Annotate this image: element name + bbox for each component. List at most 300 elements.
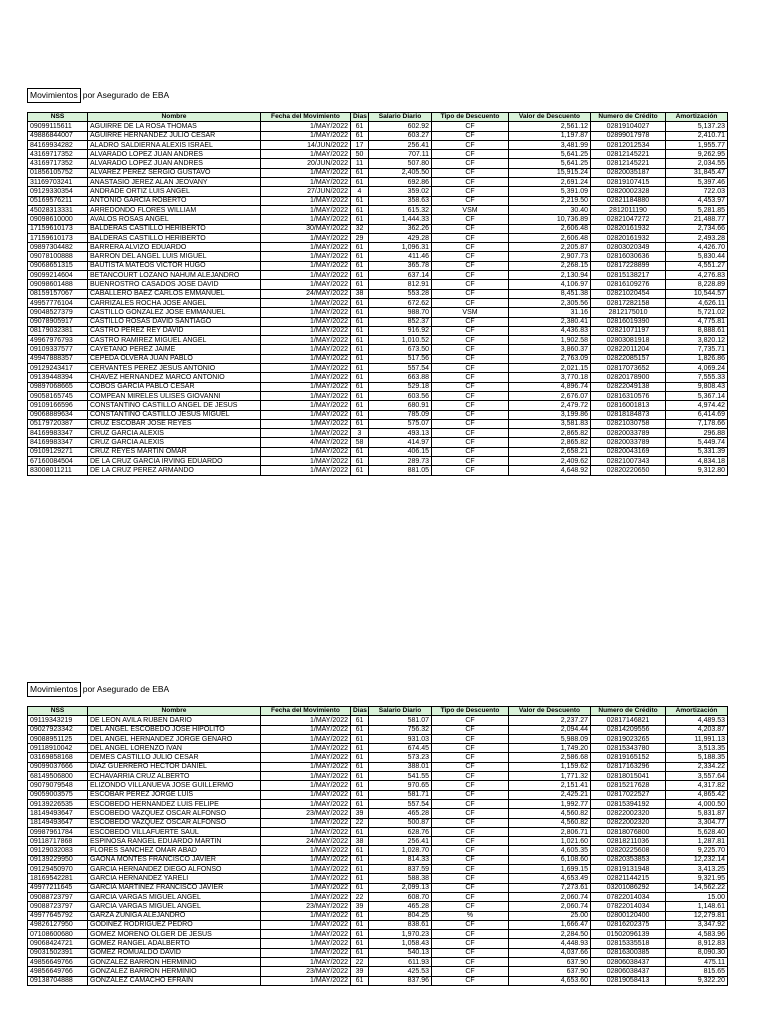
dias-cell: 61	[351, 252, 369, 261]
valor-cell: 6,108.60	[509, 855, 591, 864]
fecha-cell: 23/MAY/2022	[261, 809, 351, 818]
tipo-cell: CF	[432, 846, 509, 855]
nombre-cell: ESCOBEDO VAZQUEZ OSCAR ALFONSO	[88, 809, 261, 818]
nss-cell: 49856649766	[28, 958, 88, 967]
nss-cell: 09088951125	[28, 734, 88, 743]
amortizacion-cell: 722.03	[666, 187, 728, 196]
nss-cell: 67160084504	[28, 456, 88, 465]
salario-cell: 540.13	[369, 948, 432, 957]
amortizacion-cell: 7,178.66	[666, 419, 728, 428]
tipo-cell: VSM	[432, 205, 509, 214]
amortizacion-cell: 4,069.24	[666, 364, 728, 373]
valor-cell: 4,037.66	[509, 948, 591, 957]
amortizacion-cell: 12,232.14	[666, 855, 728, 864]
valor-cell: 4,106.97	[509, 280, 591, 289]
nss-cell: 09027923342	[28, 725, 88, 734]
dias-cell: 61	[351, 855, 369, 864]
salario-cell: 406.15	[369, 447, 432, 456]
table-row	[28, 753, 728, 762]
fecha-cell: 1/MAY/2022	[261, 364, 351, 373]
nss-cell: 09048527379	[28, 308, 88, 317]
amortizacion-cell: 4,317.82	[666, 781, 728, 790]
salario-cell: 557.54	[369, 364, 432, 373]
tipo-cell: CF	[432, 122, 509, 131]
table-row	[28, 205, 728, 214]
nss-cell: 49977645792	[28, 911, 88, 920]
fecha-cell: 1/MAY/2022	[261, 271, 351, 280]
dias-cell: 22	[351, 892, 369, 901]
fecha-cell: 1/MAY/2022	[261, 168, 351, 177]
valor-cell: 1,992.77	[509, 799, 591, 808]
table-row	[28, 809, 728, 818]
amortizacion-cell: 3,513.35	[666, 744, 728, 753]
fecha-cell: 1/MAY/2022	[261, 308, 351, 317]
nombre-cell: ESPINOSA RANGEL EDUARDO MARTIN	[88, 837, 261, 846]
salario-cell: 365.78	[369, 261, 432, 270]
nss-cell: 07108600680	[28, 930, 88, 939]
fecha-cell: 1/MAY/2022	[261, 762, 351, 771]
dias-cell: 17	[351, 140, 369, 149]
salario-cell: 881.05	[369, 466, 432, 475]
table-row	[28, 298, 728, 307]
salario-cell: 931.03	[369, 734, 432, 743]
salario-cell: 988.70	[369, 308, 432, 317]
valor-cell: 4,648.92	[509, 466, 591, 475]
fecha-cell: 20/JUN/2022	[261, 159, 351, 168]
tipo-cell: CF	[432, 150, 509, 159]
nombre-cell: FLORES SANCHEZ OMAR ABAD	[88, 846, 261, 855]
nombre-cell: ANASTASIO JEREZ ALAN JEOVANY	[88, 178, 261, 187]
salario-cell: 2,405.50	[369, 168, 432, 177]
nss-cell: 49826127950	[28, 920, 88, 929]
column-header: Nombre	[88, 707, 261, 716]
amortizacion-cell: 4,000.50	[666, 799, 728, 808]
tipo-cell: CF	[432, 809, 509, 818]
amortizacion-cell: 3,347.92	[666, 920, 728, 929]
amortizacion-cell: 8,912.83	[666, 939, 728, 948]
table-row	[28, 419, 728, 428]
nss-cell: 09139448394	[28, 373, 88, 382]
salario-cell: 837.96	[369, 976, 432, 985]
nss-cell: 49886844007	[28, 131, 88, 140]
fecha-cell: 1/MAY/2022	[261, 911, 351, 920]
salario-cell: 814.33	[369, 855, 432, 864]
amortizacion-cell: 3,820.12	[666, 336, 728, 345]
table-row	[28, 345, 728, 354]
amortizacion-cell: 12,279.81	[666, 911, 728, 920]
amortizacion-cell: 4,453.97	[666, 196, 728, 205]
tipo-cell: CF	[432, 874, 509, 883]
amortizacion-cell: 4,583.96	[666, 930, 728, 939]
table-row	[28, 818, 728, 827]
dias-cell: 58	[351, 438, 369, 447]
nombre-cell: GOMEZ RANGEL ADALBERTO	[88, 939, 261, 948]
credito-cell: 07822014034	[591, 892, 666, 901]
valor-cell: 2,865.82	[509, 429, 591, 438]
dias-cell: 61	[351, 271, 369, 280]
nss-cell: 09099115611	[28, 122, 88, 131]
amortizacion-cell: 8,090.30	[666, 948, 728, 957]
nss-cell: 49957776104	[28, 298, 88, 307]
salario-cell: 804.25	[369, 911, 432, 920]
tipo-cell: CF	[432, 466, 509, 475]
fecha-cell: 1/MAY/2022	[261, 976, 351, 985]
dias-cell: 22	[351, 818, 369, 827]
amortizacion-cell: 815.65	[666, 967, 728, 976]
salario-cell: 517.56	[369, 354, 432, 363]
tipo-cell: CF	[432, 447, 509, 456]
nombre-cell: CASTILLO GONZALEZ JOSE EMMANUEL	[88, 308, 261, 317]
amortizacion-cell: 7,735.71	[666, 345, 728, 354]
salario-cell: 672.62	[369, 298, 432, 307]
dias-cell: 61	[351, 790, 369, 799]
column-header: Amortización	[666, 707, 728, 716]
dias-cell: 61	[351, 976, 369, 985]
tipo-cell: CF	[432, 215, 509, 224]
salario-cell: 557.54	[369, 799, 432, 808]
valor-cell: 2,586.68	[509, 753, 591, 762]
dias-cell: 61	[351, 317, 369, 326]
nss-cell: 17159610173	[28, 233, 88, 242]
tipo-cell: CF	[432, 354, 509, 363]
dias-cell: 61	[351, 716, 369, 725]
table-row	[28, 224, 728, 233]
valor-cell: 15,915.24	[509, 168, 591, 177]
fecha-cell: 30/MAY/2022	[261, 224, 351, 233]
valor-cell: 4,448.93	[509, 939, 591, 948]
credito-cell: 02817073652	[591, 364, 666, 373]
tipo-cell: CF	[432, 131, 509, 140]
salario-cell: 707.11	[369, 150, 432, 159]
credito-cell: 02812012534	[591, 140, 666, 149]
salario-cell: 608.70	[369, 892, 432, 901]
nombre-cell: CRUZ GARCIA ALEXIS	[88, 438, 261, 447]
credito-cell: 02818076800	[591, 827, 666, 836]
valor-cell: 3,770.18	[509, 373, 591, 382]
nss-cell: 09129450970	[28, 865, 88, 874]
tipo-cell: VSM	[432, 308, 509, 317]
credito-cell: 02816202375	[591, 920, 666, 929]
valor-cell: 2,479.72	[509, 401, 591, 410]
credito-cell: 02820220650	[591, 466, 666, 475]
dias-cell: 61	[351, 298, 369, 307]
nss-cell: 09129330354	[28, 187, 88, 196]
amortizacion-cell: 1,287.81	[666, 837, 728, 846]
fecha-cell: 24/MAY/2022	[261, 837, 351, 846]
nss-cell: 09897068665	[28, 382, 88, 391]
nss-cell: 09099037666	[28, 762, 88, 771]
nombre-cell: BARRON DEL ANGEL LUIS MIGUEL	[88, 252, 261, 261]
column-header: NSS	[28, 113, 88, 122]
column-header: Valor de Descuento	[509, 113, 591, 122]
valor-cell: 637.90	[509, 967, 591, 976]
tipo-cell: CF	[432, 345, 509, 354]
tipo-cell: CF	[432, 438, 509, 447]
valor-cell: 2,763.09	[509, 354, 591, 363]
table-row	[28, 930, 728, 939]
table-row	[28, 159, 728, 168]
table-row	[28, 939, 728, 948]
dias-cell: 32	[351, 224, 369, 233]
nombre-cell: DEL ANGEL LORENZO IVAN	[88, 744, 261, 753]
credito-cell: 02820353853	[591, 855, 666, 864]
valor-cell: 2,380.41	[509, 317, 591, 326]
credito-cell: 02800120400	[591, 911, 666, 920]
nombre-cell: CASTILLO ROSAS DAVID SANTIAGO	[88, 317, 261, 326]
valor-cell: 1,197.87	[509, 131, 591, 140]
table-row	[28, 892, 728, 901]
tipo-cell: CF	[432, 243, 509, 252]
credito-cell: 02803081918	[591, 336, 666, 345]
table-row	[28, 781, 728, 790]
dias-cell: 50	[351, 150, 369, 159]
dias-cell: 61	[351, 883, 369, 892]
amortizacion-cell: 4,974.42	[666, 401, 728, 410]
fecha-cell: 1/MAY/2022	[261, 855, 351, 864]
nombre-cell: CRUZ REYES MARTIN OMAR	[88, 447, 261, 456]
fecha-cell: 1/MAY/2022	[261, 429, 351, 438]
credito-cell: 02815394192	[591, 799, 666, 808]
nombre-cell: ALADRO SALDIERNA ALEXIS ISRAEL	[88, 140, 261, 149]
valor-cell: 2,060.74	[509, 902, 591, 911]
fecha-cell: 1/MAY/2022	[261, 326, 351, 335]
credito-cell: 02806038437	[591, 958, 666, 967]
amortizacion-cell: 5,397.46	[666, 178, 728, 187]
tipo-cell: CF	[432, 187, 509, 196]
nss-cell: 49967976793	[28, 336, 88, 345]
table-row	[28, 215, 728, 224]
valor-cell: 2,151.41	[509, 781, 591, 790]
table-row	[28, 734, 728, 743]
salario-cell: 680.91	[369, 401, 432, 410]
fecha-cell: 1/MAY/2022	[261, 466, 351, 475]
fecha-cell: 27/JUN/2022	[261, 187, 351, 196]
table-row	[28, 140, 728, 149]
credito-cell: 02820161932	[591, 224, 666, 233]
fecha-cell: 1/MAY/2022	[261, 317, 351, 326]
credito-cell: 02815217628	[591, 781, 666, 790]
salario-cell: 500.87	[369, 818, 432, 827]
valor-cell: 3,199.86	[509, 410, 591, 419]
fecha-cell: 4/MAY/2022	[261, 438, 351, 447]
amortizacion-cell: 2,410.71	[666, 131, 728, 140]
nombre-cell: GONZALEZ BARRON HERMINIO	[88, 967, 261, 976]
credito-cell: 02818211036	[591, 837, 666, 846]
tipo-cell: CF	[432, 930, 509, 939]
dias-cell: 38	[351, 289, 369, 298]
valor-cell: 1,699.15	[509, 865, 591, 874]
salario-cell: 575.07	[369, 419, 432, 428]
fecha-cell: 1/MAY/2022	[261, 920, 351, 929]
nss-cell: 31169703241	[28, 178, 88, 187]
table-row	[28, 354, 728, 363]
credito-cell: 02822002320	[591, 818, 666, 827]
amortizacion-cell: 5,449.74	[666, 438, 728, 447]
salario-cell: 1,010.52	[369, 336, 432, 345]
nss-cell: 18149493647	[28, 818, 88, 827]
nss-cell: 09088723797	[28, 892, 88, 901]
fecha-cell: 1/MAY/2022	[261, 456, 351, 465]
valor-cell: 5,641.25	[509, 150, 591, 159]
credito-cell: 2812011190	[591, 205, 666, 214]
credito-cell: 02822049138	[591, 382, 666, 391]
valor-cell: 8,451.38	[509, 289, 591, 298]
salario-cell: 1,444.33	[369, 215, 432, 224]
nss-cell: 09129243417	[28, 364, 88, 373]
dias-cell: 61	[351, 948, 369, 957]
fecha-cell: 1/MAY/2022	[261, 205, 351, 214]
nss-cell: 09078100888	[28, 252, 88, 261]
credito-cell: 02819104027	[591, 122, 666, 131]
credito-cell: 02820033789	[591, 438, 666, 447]
nombre-cell: GONZALEZ CAMACHO EFRAIN	[88, 976, 261, 985]
fecha-cell: 1/MAY/2022	[261, 753, 351, 762]
valor-cell: 1,159.62	[509, 762, 591, 771]
dias-cell: 39	[351, 902, 369, 911]
credito-cell: 03201086292	[591, 883, 666, 892]
fecha-cell: 1/MAY/2022	[261, 734, 351, 743]
nss-cell: 08159157067	[28, 289, 88, 298]
credito-cell: 02817146821	[591, 716, 666, 725]
table-row	[28, 716, 728, 725]
valor-cell: 2,606.48	[509, 224, 591, 233]
tipo-cell: CF	[432, 892, 509, 901]
tipo-cell: CF	[432, 419, 509, 428]
table-row	[28, 725, 728, 734]
fecha-cell: 1/MAY/2022	[261, 298, 351, 307]
credito-cell: 2812175010	[591, 308, 666, 317]
nss-cell: 05179720387	[28, 419, 88, 428]
table-row	[28, 762, 728, 771]
nss-cell: 49977211645	[28, 883, 88, 892]
amortizacion-cell: 14,562.22	[666, 883, 728, 892]
salario-cell: 812.91	[369, 280, 432, 289]
salario-cell: 628.76	[369, 827, 432, 836]
dias-cell: 61	[351, 373, 369, 382]
nss-cell: 83008011211	[28, 466, 88, 475]
nombre-cell: DEL ANGEL HERNANDEZ JORGE GENARO	[88, 734, 261, 743]
fecha-cell: 1/MAY/2022	[261, 827, 351, 836]
valor-cell: 637.90	[509, 958, 591, 967]
fecha-cell: 1/MAY/2022	[261, 865, 351, 874]
dias-cell: 61	[351, 456, 369, 465]
table-row	[28, 846, 728, 855]
nss-cell: 18169542281	[28, 874, 88, 883]
salario-cell: 1,028.70	[369, 846, 432, 855]
amortizacion-cell: 5,367.14	[666, 391, 728, 400]
nombre-cell: ESCOBEDO VAZQUEZ OSCAR ALFONSO	[88, 818, 261, 827]
tipo-cell: CF	[432, 716, 509, 725]
nss-cell: 09078905917	[28, 317, 88, 326]
dias-cell: 61	[351, 939, 369, 948]
nombre-cell: AVALOS ROSAS ANGEL	[88, 215, 261, 224]
fecha-cell: 1/MAY/2022	[261, 373, 351, 382]
tipo-cell: CF	[432, 734, 509, 743]
tipo-cell: CF	[432, 298, 509, 307]
valor-cell: 2,237.27	[509, 716, 591, 725]
salario-cell: 663.88	[369, 373, 432, 382]
table-row	[28, 410, 728, 419]
nss-cell: 09031502391	[28, 948, 88, 957]
fecha-cell: 1/MAY/2022	[261, 382, 351, 391]
tipo-cell: CF	[432, 252, 509, 261]
table-row	[28, 391, 728, 400]
title-rest: por Asegurado de EBA	[82, 684, 170, 694]
table-row	[28, 122, 728, 131]
credito-cell: 02819058413	[591, 976, 666, 985]
valor-cell: 2,658.21	[509, 447, 591, 456]
valor-cell: 4,896.74	[509, 382, 591, 391]
credito-cell: 02820225608	[591, 846, 666, 855]
credito-cell: 02822011204	[591, 345, 666, 354]
table-row	[28, 744, 728, 753]
dias-cell: 61	[351, 364, 369, 373]
title-boxed: Movimientos	[27, 88, 81, 103]
credito-cell: 02816310576	[591, 391, 666, 400]
dias-cell: 61	[351, 345, 369, 354]
salario-cell: 602.92	[369, 122, 432, 131]
valor-cell: 5,988.09	[509, 734, 591, 743]
dias-cell: 61	[351, 168, 369, 177]
credito-cell: 02806038437	[591, 967, 666, 976]
amortizacion-cell: 9,808.43	[666, 382, 728, 391]
column-header: Salario Diario	[369, 113, 432, 122]
salario-cell: 970.65	[369, 781, 432, 790]
nombre-cell: CERVANTES PEREZ JESUS ANTONIO	[88, 364, 261, 373]
salario-cell: 465.28	[369, 902, 432, 911]
nombre-cell: DE LA CRUZ GARCIA IRVING EDUARDO	[88, 456, 261, 465]
table-row	[28, 855, 728, 864]
salario-cell: 256.41	[369, 837, 432, 846]
tipo-cell: CF	[432, 772, 509, 781]
credito-cell: 02820035187	[591, 168, 666, 177]
nss-cell: 09118717868	[28, 837, 88, 846]
dias-cell: 61	[351, 336, 369, 345]
credito-cell: 02818184873	[591, 410, 666, 419]
nombre-cell: ECHAVARRIA CRUZ ALBERTO	[88, 772, 261, 781]
table-row	[28, 466, 728, 475]
valor-cell: 2,691.24	[509, 178, 591, 187]
fecha-cell: 1/MAY/2022	[261, 419, 351, 428]
table-row	[28, 799, 728, 808]
tipo-cell: CF	[432, 373, 509, 382]
valor-cell: 3,581.83	[509, 419, 591, 428]
nombre-cell: AGUIRRE DE LA ROSA THOMAS	[88, 122, 261, 131]
table-row	[28, 874, 728, 883]
nss-cell: 09119343219	[28, 716, 88, 725]
fecha-cell: 1/MAY/2022	[261, 401, 351, 410]
nss-cell: 09098610000	[28, 215, 88, 224]
table-row	[28, 168, 728, 177]
section-1	[27, 88, 727, 476]
fecha-cell: 1/MAY/2022	[261, 892, 351, 901]
amortizacion-cell: 8,888.61	[666, 326, 728, 335]
table-row	[28, 790, 728, 799]
credito-cell: 07822014034	[591, 902, 666, 911]
salario-cell: 837.59	[369, 865, 432, 874]
credito-cell: 02814209556	[591, 725, 666, 734]
credito-cell: 02820178900	[591, 373, 666, 382]
table-row	[28, 429, 728, 438]
salario-cell: 692.86	[369, 178, 432, 187]
credito-cell: 02815138217	[591, 271, 666, 280]
valor-cell: 1,021.60	[509, 837, 591, 846]
table-row	[28, 902, 728, 911]
amortizacion-cell: 475.11	[666, 958, 728, 967]
column-header: Tipo de Descuento	[432, 113, 509, 122]
nombre-cell: GOMEZ MORENO OLGER DE JESUS	[88, 930, 261, 939]
fecha-cell: 1/MAY/2022	[261, 744, 351, 753]
